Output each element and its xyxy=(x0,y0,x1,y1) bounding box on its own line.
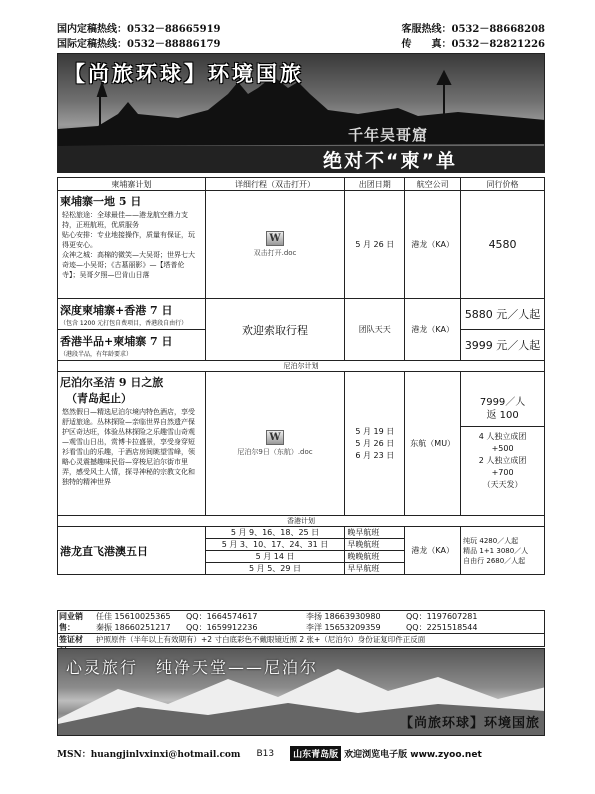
hk-flight: 早早航班 xyxy=(345,563,405,575)
col-header-itinerary: 详细行程（双击打开） xyxy=(205,178,345,191)
half-plan-name: 香港半品+柬埔寨 7 日 xyxy=(60,334,173,348)
half-plan-cell xyxy=(58,330,206,361)
hk-section-title: 香港计划 xyxy=(58,516,545,527)
hk-flight: 晚早航班 xyxy=(345,527,405,539)
nepal-price-extra: （天天发） xyxy=(482,480,523,489)
hk-dates: 5 月 14 日 xyxy=(205,551,345,563)
sales-qq: QQ：1664574617 xyxy=(186,612,258,621)
half-plan-note: （港段半品，有年龄要求） xyxy=(60,350,133,358)
col-header-airline: 航空公司 xyxy=(405,178,461,191)
section-row xyxy=(58,516,545,527)
cambodia-plan-cell xyxy=(58,191,206,299)
domestic-hotline: 国内定稿热线：0532－88665919 xyxy=(57,24,221,35)
hk-dates: 5 月 3、10、17、24、31 日 xyxy=(205,539,345,551)
nepal-price-extra: 2 人独立成团 xyxy=(478,456,527,465)
cambodia-doc-link[interactable]: 双击打开.doc xyxy=(253,249,297,257)
hk-flight: 晚晚航班 xyxy=(345,551,405,563)
banner-title: 【尚旅环球】环境国旅 xyxy=(64,62,304,86)
cambodia-airline: 港龙（KA） xyxy=(405,191,461,299)
half-price: 3999 元／人起 xyxy=(461,330,545,361)
combo-date: 团队天天 xyxy=(345,299,405,361)
sales-contact: 李洋 15653209359 xyxy=(306,623,381,632)
deep-price: 5880 元／人起 xyxy=(461,299,545,330)
word-doc-icon[interactable]: W xyxy=(266,231,284,246)
nepal-banner xyxy=(57,648,545,736)
nepal-price-extra: 4 人独立成团 xyxy=(478,432,527,441)
nepal-date: 6 月 23 日 xyxy=(355,450,395,460)
sales-contact: 秦振 18660251217 xyxy=(96,623,171,632)
hk-plan-name: 港龙直飞港澳五日 xyxy=(60,544,148,558)
page-number: B13 xyxy=(256,748,275,759)
hk-price-cell xyxy=(461,527,545,575)
nepal-price-extra: +700 xyxy=(491,468,514,477)
table-header-row xyxy=(58,178,545,191)
page-footer xyxy=(57,746,545,761)
col-header-price: 同行价格 xyxy=(461,178,545,191)
nepal-price-cell xyxy=(461,372,545,516)
angkor-banner xyxy=(57,53,545,173)
nepal-plan-desc: 悠然假日—精选尼泊尔境内特色酒店，享受舒适旅途。丛林探险—亲临世界自然遗产保护区奇达旺，体验丛林探险之乐趣雪山奇观—观雪山日出，赏博卡拉盛景，享受身穿短衫看雪山的乐趣，于酒店房间眺望雪峰，领略心灵震撼趣味民俗—穿梭尼泊尔街市里弄，感受风土人情，探寻神秘的宗教文化和独特的精神世界 xyxy=(62,408,195,486)
hk-flight: 早晚航班 xyxy=(345,539,405,551)
nepal-airline: 东航（MU） xyxy=(405,372,461,516)
table-row xyxy=(58,527,545,539)
sales-qq: QQ：2251518544 xyxy=(406,623,478,632)
section-row xyxy=(58,361,545,372)
edition-badge: 山东青岛版 xyxy=(290,746,341,761)
nepal-price-extra: +500 xyxy=(491,444,514,453)
nepal-price-refund: 返 100 xyxy=(486,410,519,421)
nepal-section-title: 尼泊尔计划 xyxy=(58,361,545,372)
sales-label-spacer xyxy=(58,622,96,633)
nepal-doc-cell[interactable] xyxy=(205,372,345,516)
deep-plan-name: 深度柬埔寨+香港 7 日 xyxy=(60,303,173,317)
sales-qq: QQ：1659912236 xyxy=(186,623,258,632)
nepal-plan-name: 尼泊尔圣洁 9 日之旅 xyxy=(60,376,164,389)
header-contacts xyxy=(57,22,545,52)
visa-requirements xyxy=(57,634,545,647)
nepal-plan-sub: （青岛起止） xyxy=(66,392,132,405)
col-header-date: 出团日期 xyxy=(345,178,405,191)
col-header-plan: 柬埔寨计划 xyxy=(58,178,206,191)
nepal-price-main: 7999／人 xyxy=(479,397,526,408)
hk-plan-cell xyxy=(58,527,206,575)
service-hotline: 客服热线：0532－88668208 xyxy=(401,24,545,35)
cambodia-date: 5 月 26 日 xyxy=(345,191,405,299)
nepal-date: 5 月 19 日 xyxy=(355,426,395,436)
visa-text: 护照原件（半年以上有效期有）+2 寸白底彩色不戴眼镜近照 2 张+（尼泊尔）身份证复印件正反面 xyxy=(96,635,426,644)
combo-itinerary: 欢迎索取行程 xyxy=(205,299,345,361)
nepal-banner-brand: 【尚旅环球】环境国旅 xyxy=(399,716,540,731)
nepal-plan-cell xyxy=(58,372,206,516)
cambodia-plan-desc: 轻松旅途：全球最佳——港龙航空鼎力支持，正班航班，优质服务 贴心安排：专业地接操作，质量有保证，玩得更安心。 众神之城：高棉的微笑—大吴哥；世界七大奇迹—小吴哥；《古墓丽影》—【塔普伦寺】；吴哥夕照—巴肯山日落 xyxy=(62,211,195,279)
banner-subtitle: 千年吴哥窟 xyxy=(348,126,429,144)
msn-contact: MSN：huangjinlvxinxi@hotmail.com xyxy=(57,750,241,760)
table-row xyxy=(58,191,545,299)
nepal-price-main-box xyxy=(461,392,544,427)
hk-dates: 5 月 9、16、18、25 日 xyxy=(205,527,345,539)
word-doc-icon[interactable]: W xyxy=(266,430,284,445)
sales-contact: 李扬 18663930980 xyxy=(306,612,381,621)
hk-dates: 5 月 5、29 日 xyxy=(205,563,345,575)
visa-label: 签证材 xyxy=(59,635,83,644)
table-row xyxy=(58,372,545,516)
cambodia-price: 4580 xyxy=(461,191,545,299)
cambodia-plan-name: 柬埔寨一地 5 日 xyxy=(60,195,142,208)
nepal-doc-link[interactable]: 尼泊尔9日（东航）.doc xyxy=(237,448,313,456)
nepal-date: 5 月 26 日 xyxy=(355,438,395,448)
sales-contact: 任佳 15610025365 xyxy=(96,612,171,621)
table-row xyxy=(58,299,545,330)
tour-table xyxy=(57,177,545,575)
nepal-price-extra-box xyxy=(461,427,544,495)
hk-price: 自由行 2680／人起 xyxy=(463,556,526,565)
cambodia-doc-cell[interactable] xyxy=(205,191,345,299)
nepal-dates-cell xyxy=(345,372,405,516)
deep-plan-note: （包含 1200 元打包自费项目，香港段自由行） xyxy=(60,319,188,327)
nepal-banner-title: 心灵旅行 纯净天堂——尼泊尔 xyxy=(66,658,319,677)
hk-airline: 港龙（KA） xyxy=(405,527,461,575)
international-hotline: 国际定稿热线：0532－88886179 xyxy=(57,39,221,50)
sales-label: 同业销售： xyxy=(59,612,83,632)
combo-airline: 港龙（KA） xyxy=(405,299,461,361)
sales-contacts xyxy=(57,610,545,634)
fax-number: 传 真：0532－82821226 xyxy=(401,39,545,50)
website-link[interactable]: 欢迎浏览电子版 www.zyoo.net xyxy=(344,750,482,760)
hk-price: 纯玩 4280／人起 xyxy=(463,536,519,545)
deep-plan-cell xyxy=(58,299,206,330)
banner-slogan: 绝对不“柬”单 xyxy=(323,150,457,172)
sales-qq: QQ：1197607281 xyxy=(406,612,478,621)
hk-price: 精品 1+1 3080／人 xyxy=(463,546,529,555)
